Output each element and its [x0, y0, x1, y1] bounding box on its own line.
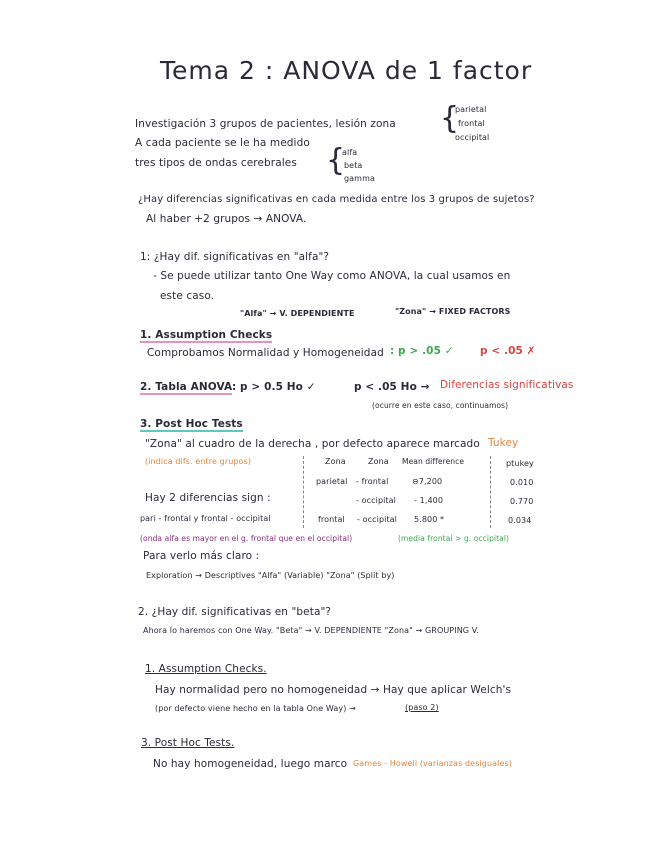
- section2-post-hoc-line: No hay homogeneidad, luego marco: [153, 758, 348, 770]
- section2-assumption-heading-text: 1. Assumption Checks.: [145, 663, 267, 675]
- intro-answer: Al haber +2 grupos → ANOVA.: [146, 213, 307, 225]
- section1-fixed-factors: "Zona" → FIXED FACTORS: [395, 307, 511, 316]
- table-divider-right: [490, 456, 491, 528]
- assumption-rule-fail-text: p < .05 ✗: [480, 345, 536, 357]
- table-row-1-zona-2: - frontal: [356, 477, 389, 486]
- section1-line-1: - Se puede utilizar tanto One Way como ANOVA, la cual usamos en: [153, 270, 511, 282]
- assumption-rule-pass: [390, 344, 454, 358]
- zona-option-occipital: occipital: [455, 133, 490, 142]
- zona-option-parietal: parietal: [455, 105, 487, 114]
- table-row-2-mean-diff: - 1,400: [414, 496, 444, 505]
- pares-significativos: pari - frontal y frontal - occipital: [140, 514, 271, 523]
- post-hoc-heading-text: 3. Post Hoc Tests: [140, 418, 243, 430]
- tabla-anova-diferencias: Diferencias significativas: [440, 379, 574, 391]
- table-header-zona-1: Zona: [325, 457, 346, 466]
- assumption-rule-fail: [480, 344, 536, 358]
- brace-ondas: {: [326, 143, 346, 178]
- post-hoc-tukey: Tukey: [488, 437, 519, 449]
- para-verlo: Para verlo más claro :: [143, 550, 260, 562]
- table-row-3-ptukey: 0.034: [508, 516, 532, 525]
- table-header-mean-diff: Mean difference: [402, 457, 465, 466]
- section2-line-1: Ahora lo haremos con One Way. "Beta" → V. DEPENDIENTE "Zona" → GROUPING V.: [143, 626, 479, 635]
- section2-paso-2-text: (paso 2): [405, 703, 439, 712]
- table-divider-left: [303, 456, 304, 528]
- onda-option-alfa: alfa: [342, 148, 358, 157]
- post-hoc-heading: [140, 417, 243, 431]
- table-row-3-mean-diff: 5.800 *: [414, 515, 445, 524]
- assumption-checks-heading-text: 1. Assumption Checks: [140, 329, 273, 341]
- onda-option-gamma: gamma: [344, 174, 375, 183]
- table-row-1-ptukey: 0.010: [510, 478, 534, 487]
- section2-games-howell: Games - Howell (varianzas desiguales): [353, 759, 512, 768]
- section1-line-2: este caso.: [160, 290, 215, 302]
- section2-assumption-line-2: (por defecto viene hecho en la tabla One Way) →: [155, 704, 356, 713]
- tabla-anova-rule-2: p < .05 Ho →: [354, 381, 430, 393]
- table-header-ptukey: ptukey: [506, 459, 534, 468]
- intro-question: ¿Hay diferencias significativas en cada medida entre los 3 grupos de sujetos?: [138, 194, 535, 205]
- assumption-rule-pass-text: : p > .05 ✓: [390, 345, 454, 357]
- section2-assumption-line-1: Hay normalidad pero no homogeneidad → Hay que aplicar Welch's: [155, 684, 512, 696]
- table-row-1-zona-1: parietal: [316, 477, 348, 486]
- table-header-zona-2: Zona: [368, 457, 389, 466]
- tabla-anova-rule: : p > 0.5 Ho ✓: [232, 381, 316, 393]
- table-row-3-zona-1: frontal: [318, 515, 345, 524]
- intro-line-1: Investigación 3 grupos de pacientes, lesión zona: [135, 118, 396, 130]
- tabla-anova-note: (ocurre en este caso, continuamos): [372, 401, 509, 410]
- exploration-descriptives: Exploration → Descriptives "Alfa" (Variable) "Zona" (Split by): [146, 571, 395, 580]
- intro-line-2: A cada paciente se le ha medido: [135, 137, 310, 149]
- section2-heading: 2. ¿Hay dif. significativas en "beta"?: [138, 606, 332, 618]
- table-row-2-ptukey: 0.770: [510, 497, 534, 506]
- onda-option-beta: beta: [344, 161, 363, 170]
- section1-dependent: "Alfa" → V. DEPENDIENTE: [240, 309, 355, 318]
- section2-paso-2: [405, 702, 439, 713]
- indica-note: (indica difs. entre grupos): [145, 457, 252, 466]
- brace-zona: {: [440, 101, 460, 136]
- tabla-anova-heading: [140, 380, 232, 394]
- assumption-checks-text: Comprobamos Normalidad y Homogeneidad: [147, 347, 384, 359]
- section2-post-hoc-heading-text: 3. Post Hoc Tests.: [141, 737, 235, 749]
- page-title: Tema 2 : ANOVA de 1 factor: [160, 56, 533, 85]
- section2-post-hoc-heading: [141, 736, 234, 750]
- assumption-checks-heading: [140, 328, 272, 342]
- note-onda-alfa: (onda alfa es mayor en el g. frontal que en el occipital): [140, 534, 353, 543]
- note-media-frontal: (media frontal > g. occipital): [398, 534, 510, 543]
- table-row-3-zona-2: - occipital: [357, 515, 398, 524]
- zona-option-frontal: frontal: [458, 119, 485, 128]
- intro-line-3: tres tipos de ondas cerebrales: [135, 157, 297, 169]
- hay-2-diferencias: Hay 2 diferencias sign :: [145, 492, 271, 504]
- table-row-2-zona-2: - occipital: [356, 496, 397, 505]
- section1-heading: 1: ¿Hay dif. significativas en "alfa"?: [140, 251, 330, 263]
- post-hoc-text: "Zona" al cuadro de la derecha , por defecto aparece marcado: [145, 438, 480, 450]
- tabla-anova-heading-text: 2. Tabla ANOVA: [140, 381, 233, 393]
- section2-assumption-heading: [145, 662, 267, 676]
- table-row-1-mean-diff: ⊖7,200: [412, 477, 443, 486]
